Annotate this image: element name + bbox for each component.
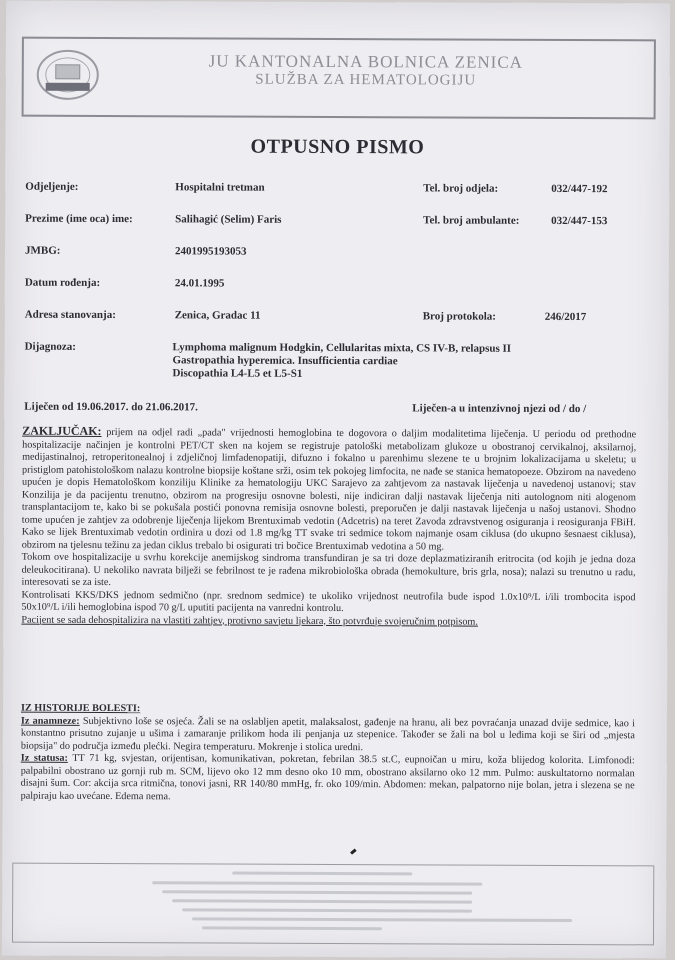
conclusion-text: prijem na odjel radi „pada" vrijednosti hemoglobina te dogovora o daljim modalitetima liječenja. U periodu od prethodne hospitalizacije načinjen je kontrolni PET/CT sken na kojem se registruje patološki metabolizam glukoze u obostranoj cervikalnoj, aksilarnoj, medijastinalnoj, retroperitonealnoj i zdjeličnoj limfadenopatiji, difuzno i fokalno u parenhimu slezene te u brojnim lokalizacijama u skeletu; u pristiglom patohistološkom nalazu kontrolne biopsije koštane srži, osim tek pokojeg limfocita, ne nađe se stanica hematopoeze. Obzirom na navedeno upućen je dopis Hematološkom konziliju Klinike za hematologiju UKC Sarajevo za zahtjevom za nastavak liječenja u navedenoj ustanovi; stav Konzilija je da pacijentu trenutno, obzirom na progresiju osnovne bolesti, nije indiciran dalji nastavak liječenja niti autolognom niti alogenom transplantacijom te, kako bi se pokušala postići ponovna remisija osnovne bolesti, preporučen je dalji nastavak liječenja u našoj ustanovi. Shodno tome upućen je zahtjev za odobrenje liječenja lijekom Brentuximab vedotin (Adcetris) na teret Zavoda zdravstvenog osiguranja i reosiguranja FBiH. Kako se lijek Brentuximab vedotin ordinira u dozi od 1.8 mg/kg TT svake tri sedmice tokom najmanje osam ciklusa (do ukupno šesnaest ciklusa), obzirom na tjelesnu težinu za jedan ciklus trebalo bi osigurati tri bočice Brentuximab vedotina a 50 mg.	[21, 426, 637, 552]
intensive-care-period: Liječen-a u intenzivnoj njezi od / do /	[412, 402, 587, 416]
odjeljenje-value: Hospitalni tretman	[175, 181, 265, 194]
tel-odjela-value: 032/447-192	[551, 182, 608, 196]
odjeljenje-label: Odjeljenje:	[25, 180, 79, 193]
tel-ambulante-label: Tel. broj ambulante:	[423, 214, 520, 227]
diagnosis-line: Gastropathia hyperemica. Insufficientia cardiae	[172, 354, 398, 368]
treatment-period: Liječen od 19.06.2017. do 21.06.2017.	[24, 400, 198, 414]
tel-odjela-label: Tel. broj odjela:	[423, 182, 499, 195]
anamnesis-label: Iz anamneze:	[20, 715, 80, 727]
address-value: Zenica, Gradac 11	[174, 309, 261, 322]
hospital-name: JU KANTONALNA BOLNICA ZENICA	[208, 51, 524, 72]
diagnosis-line: Lymphoma malignum Hodgkin, Cellularitas mixta, CS IV-B, relapsus II	[172, 341, 512, 355]
conclusion-section	[21, 425, 636, 630]
jmbg-value: 2401995193053	[174, 245, 247, 258]
protocol-label: Broj protokola:	[422, 310, 496, 323]
status-text: TT 71 kg, svjestan, orijentisan, komunikativan, pokretan, febrilan 38.5 st.C, eupnoičan u miru, koža blijedog kolorita. Limfonodi: palpabilni obostrano uz gornji rub m. SCM, lijevo oko 12 mm desno oko 10 mm, obostrano aksilarno oko 12 mm. Pulmo: auskultatorno normalan disajni šum. Cor: akcija srca ritmična, tonovi jasni, RR 140/80 mmHg, fr. oko 109/min. Abdomen: mekan, palpatorno nije bolan, jetra i slezena se ne palpiraju kao uvećane. Edema nema.	[20, 752, 635, 802]
address-label: Adresa stanovanja:	[24, 308, 116, 322]
document-page	[2, 1, 670, 959]
hospital-logo	[32, 45, 104, 105]
birthdate-value: 24.01.1995	[174, 277, 225, 290]
pen-mark	[350, 849, 357, 855]
diagnosis-label: Dijagnoza:	[24, 340, 76, 353]
patient-name-value: Salihagić (Selim) Faris	[175, 213, 282, 226]
protocol-value: 246/2017	[544, 310, 587, 324]
conclusion-heading: ZAKLJUČAK:	[22, 423, 102, 438]
anamnesis-text: Subjektivno loše se osjeća. Žali se na oslabljen apetit, malaksalost, gađenje na hranu, ali bez povraćanja unazad dvije sedmice, kao i konstantno prisutno zujanje u ušima i zamaranje prilikom hoda ili penjanja uz stepenice. Također se žali na bol u leđima koji se širi od „mjesta biopsija" do područja između plećki. Negira temperaturu. Mokrenje i stolica uredni.	[20, 715, 635, 753]
footer-frame	[12, 863, 654, 946]
diagnosis-block	[172, 341, 511, 381]
history-heading: IZ HISTORIJE BOLESTI:	[20, 702, 141, 715]
conclusion-text-control: Kontrolisati KKS/DKS jednom sedmično (npr. srednom sedmice) te ukoliko vrijednost neutrofila bude ispod 1.0x10⁹/L i/ili trombocita ispod 50x10⁹/L i/ili hemoglobina ispod 70 g/L uputiti pacijenta na vanredni kontrolu.	[21, 589, 636, 615]
conclusion-text-transfusion: Tokom ove hospitalizacije u svrhu korekcije anemijskog sindroma transfundiran je sa tri doze deplazmatiziranih eritrocita (od kojih je jedna doza deleukocitirana). U nekoliko navrata bilježi se febrilnost te je rađena mikrobiološka obrada (hemokulture, bris grla, nosa); nalazi su trenutno u radu, interesovati se za iste.	[21, 551, 636, 589]
department-name: SLUŽBA ZA HEMATOLOGIJU	[255, 71, 477, 89]
status-label: Iz statusa:	[20, 752, 68, 764]
tel-ambulante-value: 032/447-153	[551, 214, 608, 228]
history-section	[21, 703, 635, 806]
patient-name-label: Prezime (ime oca) ime:	[25, 212, 133, 226]
conclusion-text-discharge: Pacijent se sada dehospitalizira na vlastiti zahtjev, protivno savjetu ljekara, što potvrđuje svojeručnim potpisom.	[21, 614, 478, 628]
birthdate-label: Datum rođenja:	[24, 276, 101, 289]
jmbg-label: JMBG:	[24, 244, 61, 257]
document-title: OTPUSNO PISMO	[250, 135, 425, 159]
diagnosis-line: Discopathia L4-L5 et L5-S1	[172, 367, 303, 380]
